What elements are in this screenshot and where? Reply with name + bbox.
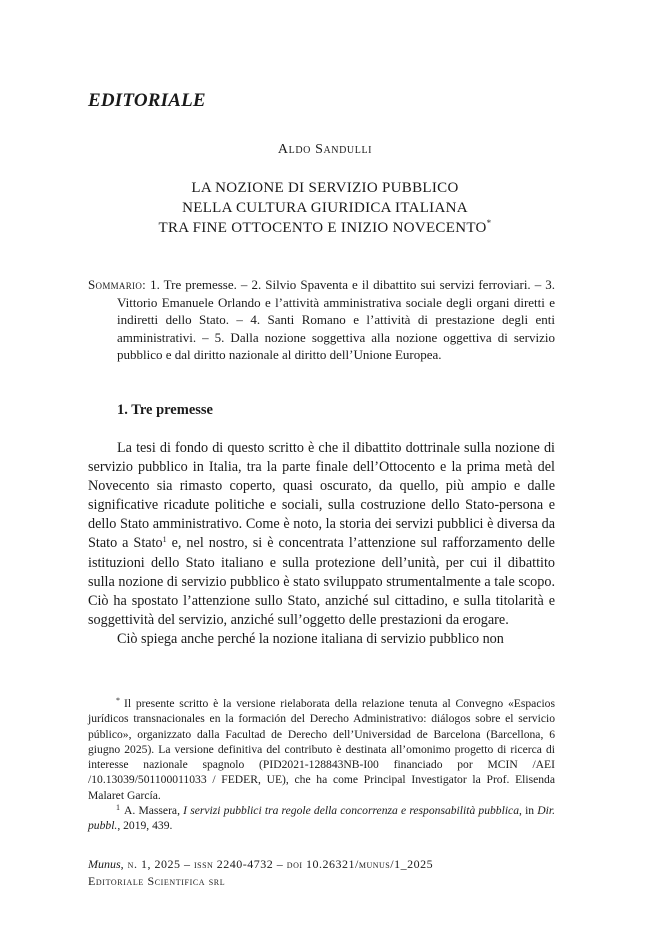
footer-details: , n. 1, 2025 – issn 2240-4732 – doi 10.26321/munus/1_2025 xyxy=(120,857,434,871)
footnote-1-title: I servizi pubblici tra regole della concorrenza e responsabilità pubblica xyxy=(183,804,519,818)
summary-label: Sommario: xyxy=(88,277,147,292)
title-line-1: LA NOZIONE DI SERVIZIO PUBBLICO xyxy=(191,180,459,196)
footer-publisher: Editoriale Scientifica srl xyxy=(88,874,226,888)
section-heading: 1. Tre premesse xyxy=(117,402,213,418)
summary xyxy=(88,276,555,364)
title-line-2: NELLA CULTURA GIURIDICA ITALIANA xyxy=(182,200,468,216)
title-footnote-mark: * xyxy=(486,218,492,228)
footer-line-1 xyxy=(88,856,555,873)
section-label: EDITORIALE xyxy=(88,90,206,111)
body-paragraph-1-part-b: e, nel nostro, si è concentrata l’attenzione sul rafforzamento delle istituzioni dello Stato italiano e sulla protezione dell’unità, per cui il dibattito sulla nozione di servizio pubblico è stato sviluppato strumentalmente a tale scopo. Ciò ha spostato l’attenzione sullo Stato, anziché sul cittadino, e sulla titolarità e soggettività del servizio, anziché sull’oggetto delle prestazioni da erogare. xyxy=(88,535,555,628)
footnote-star xyxy=(88,696,555,803)
body-paragraph-2: Ciò spiega anche perché la nozione italiana di servizio pubblico non xyxy=(117,630,504,647)
title-line-3-text: TRA FINE OTTOCENTO E INIZIO NOVECENTO xyxy=(158,220,487,236)
page-footer xyxy=(88,856,555,890)
summary-text: 1. Tre premesse. – 2. Silvio Spaventa e il dibattito sui servizi ferroviari. – 3. Vittorio Emanuele Orlando e l’attività amministrativa sociale degli organi diretti e indiretti dello Stato. – 4. Santi Romano e l’attività di prestazione degli enti amministrativi. – 5. Dalla nozione soggettiva alla nozione oggettiva di servizio pubblico e dal diritto nazionale al diritto dell’Unione Europea. xyxy=(117,277,555,363)
footnotes xyxy=(88,696,555,834)
author-name: Aldo Sandulli xyxy=(277,142,373,157)
title-line-3 xyxy=(100,218,550,238)
footnote-star-text: Il presente scritto è la versione rielaborata della relazione tenuta al Convegno «Espacios jurídicos transnacionales en la formación del Derecho Administrativo: diálogos sobre el servicio público», organizzato dalla Facultad de Derecho dell’Universidad de Barcelona (Barcellona, 6 giugno 2025). La versione definitiva del contributo è destinata all’omonimo progetto di ricerca di interesse nazionale spagnolo (PID2021-128843NB-I00 financiado por MCIN /AEI /10.13039/501100011033 / FEDER, UE), che ha come Principal Investigator la Prof. Elisenda Malaret García. xyxy=(88,697,555,802)
footnote-1-mid: , in xyxy=(519,804,538,818)
body-paragraph-1 xyxy=(88,439,555,630)
body-paragraph-1-part-a: La tesi di fondo di questo scritto è che il dibattito dottrinale sulla nozione di servizio pubblico in Italia, tra la parte finale dell’Ottocento e la prima metà del Novecento sia rimasto coperto, quasi oscurato, da quello, più ampio e dalle significative ricadute politiche e sociali, sulla costruzione dello Stato-persona e dello Stato amministrativo. Come è noto, la storia dei servizi pubblici è diversa da Stato a Stato xyxy=(88,440,555,552)
footnote-ref-1: 1 xyxy=(162,535,167,545)
footnote-1 xyxy=(88,803,555,834)
body-text xyxy=(88,439,555,649)
footnote-1-journal: Dir. pubbl. xyxy=(88,804,555,833)
article-title xyxy=(100,178,550,238)
footnote-1-end: , 2019, 439. xyxy=(117,819,173,833)
footnote-1-author: A. Massera, xyxy=(124,804,184,818)
footnote-1-mark: 1 xyxy=(116,803,120,813)
footer-journal: Munus xyxy=(88,857,121,871)
footnote-star-mark: * xyxy=(116,696,120,705)
